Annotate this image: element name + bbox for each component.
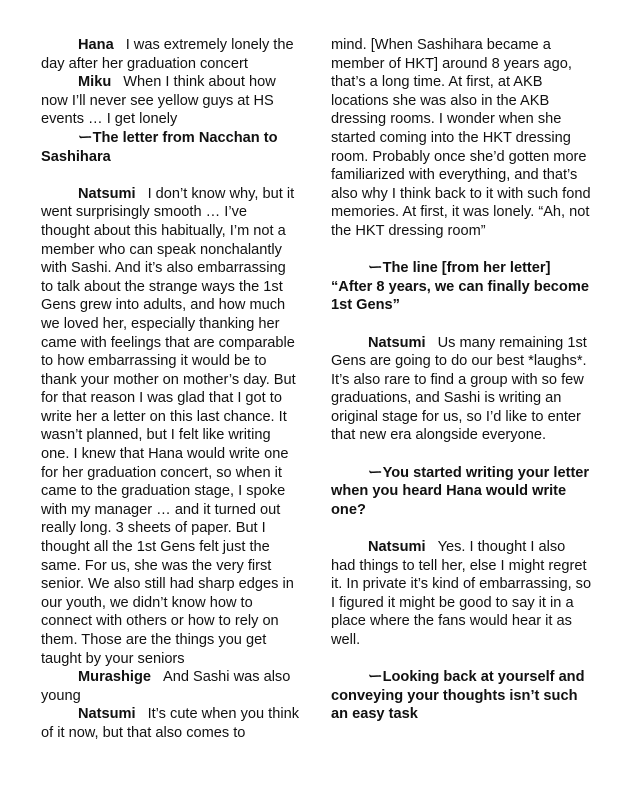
- dialogue-paragraph: [41, 73, 299, 129]
- dialogue-text: And Sashi was also young: [41, 669, 291, 704]
- dialogue-text: When I think about how now I’ll never see yellow guys at HS events … I get lonely: [41, 74, 276, 128]
- speaker-name: Natsumi: [78, 706, 136, 723]
- paragraph-spacer: [331, 445, 593, 464]
- paragraph-spacer: [41, 166, 299, 185]
- dialogue-text: I was extremely lonely the day after her graduation concert: [41, 37, 294, 72]
- dialogue-text: Us many remaining 1st Gens are going to do our best *laughs*. It’s also rare to find a group with so few graduations, and Sashi is writing an original stage for us, so I’d like to enter that new era alongside everyone.: [331, 334, 587, 444]
- dialogue-continuation: mind. [When Sashihara became a member of HKT] around 8 years ago, that’s a long time. At first, at AKB locations she was also in the AKB dressing rooms. I wonder when she started coming into the HKT dressing room. Probably once she’d gotten more familiarized with everything, and that’s also why I think back to it with such fond memories. At first, it was lonely. “Ah, not the HKT dressing room”: [331, 37, 591, 239]
- speaker-name: Miku: [78, 74, 112, 91]
- dialogue-paragraph: [41, 705, 299, 742]
- interview-question: ーLooking back at yourself and conveying your thoughts isn’t such an easy task: [331, 669, 585, 723]
- speaker-name: Natsumi: [368, 539, 426, 556]
- right-column: [331, 36, 593, 724]
- dialogue-paragraph: [331, 334, 593, 446]
- paragraph-spacer: [331, 315, 593, 334]
- dialogue-paragraph: [41, 36, 299, 73]
- speaker-name: Hana: [78, 37, 114, 53]
- dialogue-text: It’s cute when you think of it now, but that also comes to: [41, 706, 300, 741]
- paragraph-spacer: [331, 650, 593, 669]
- dialogue-text: I don’t know why, but it went surprisingly smooth … I’ve thought about this habitually, I’m not a member who can speak nonchalantly with Sashi. And it’s also embarrassing to talk about the strange ways the 1st Gens grew into adults, and how much we loved her, especially thanking her came with feelings that are comparable to how embarrassing it would be to thank your mother on mother’s day. But for that reason I was glad that I got to write her a letter on this last chance. It wasn’t planned, but I felt like writing one. I knew that Hana would write one for her graduation concert, so when it came to the graduation stage, I spoke with my manager … and it turned out really long. 3 sheets of paper. But I thought all the 1st Gens felt just the same. For us, she was the very first senior. We also still had sharp edges in our youth, we didn’t know how to connect with others or how to rely on them. Those are the things you get taught by your seniors: [41, 185, 296, 667]
- speaker-name: Natsumi: [78, 185, 136, 202]
- speaker-name: Murashige: [78, 669, 151, 686]
- speaker-name: Natsumi: [368, 334, 426, 351]
- paragraph-spacer: [331, 519, 593, 538]
- interview-question: ーThe line [from her letter] “After 8 years, we can finally become 1st Gens”: [331, 260, 589, 314]
- interview-question: ーYou started writing your letter when you heard Hana would write one?: [331, 464, 590, 518]
- dialogue-text: Yes. I thought I also had things to tell her, else I might regret it. In private it’s kind of embarrassing, so I figured it might be good to say it in a place where the fans would hear it as well.: [331, 539, 592, 648]
- dialogue-paragraph: [41, 668, 299, 705]
- paragraph-spacer: [331, 241, 593, 260]
- dialogue-paragraph: [41, 185, 299, 668]
- dialogue-paragraph: [331, 538, 593, 650]
- left-column: [41, 36, 299, 743]
- interview-question: ーThe letter from Nacchan to Sashihara: [41, 129, 278, 165]
